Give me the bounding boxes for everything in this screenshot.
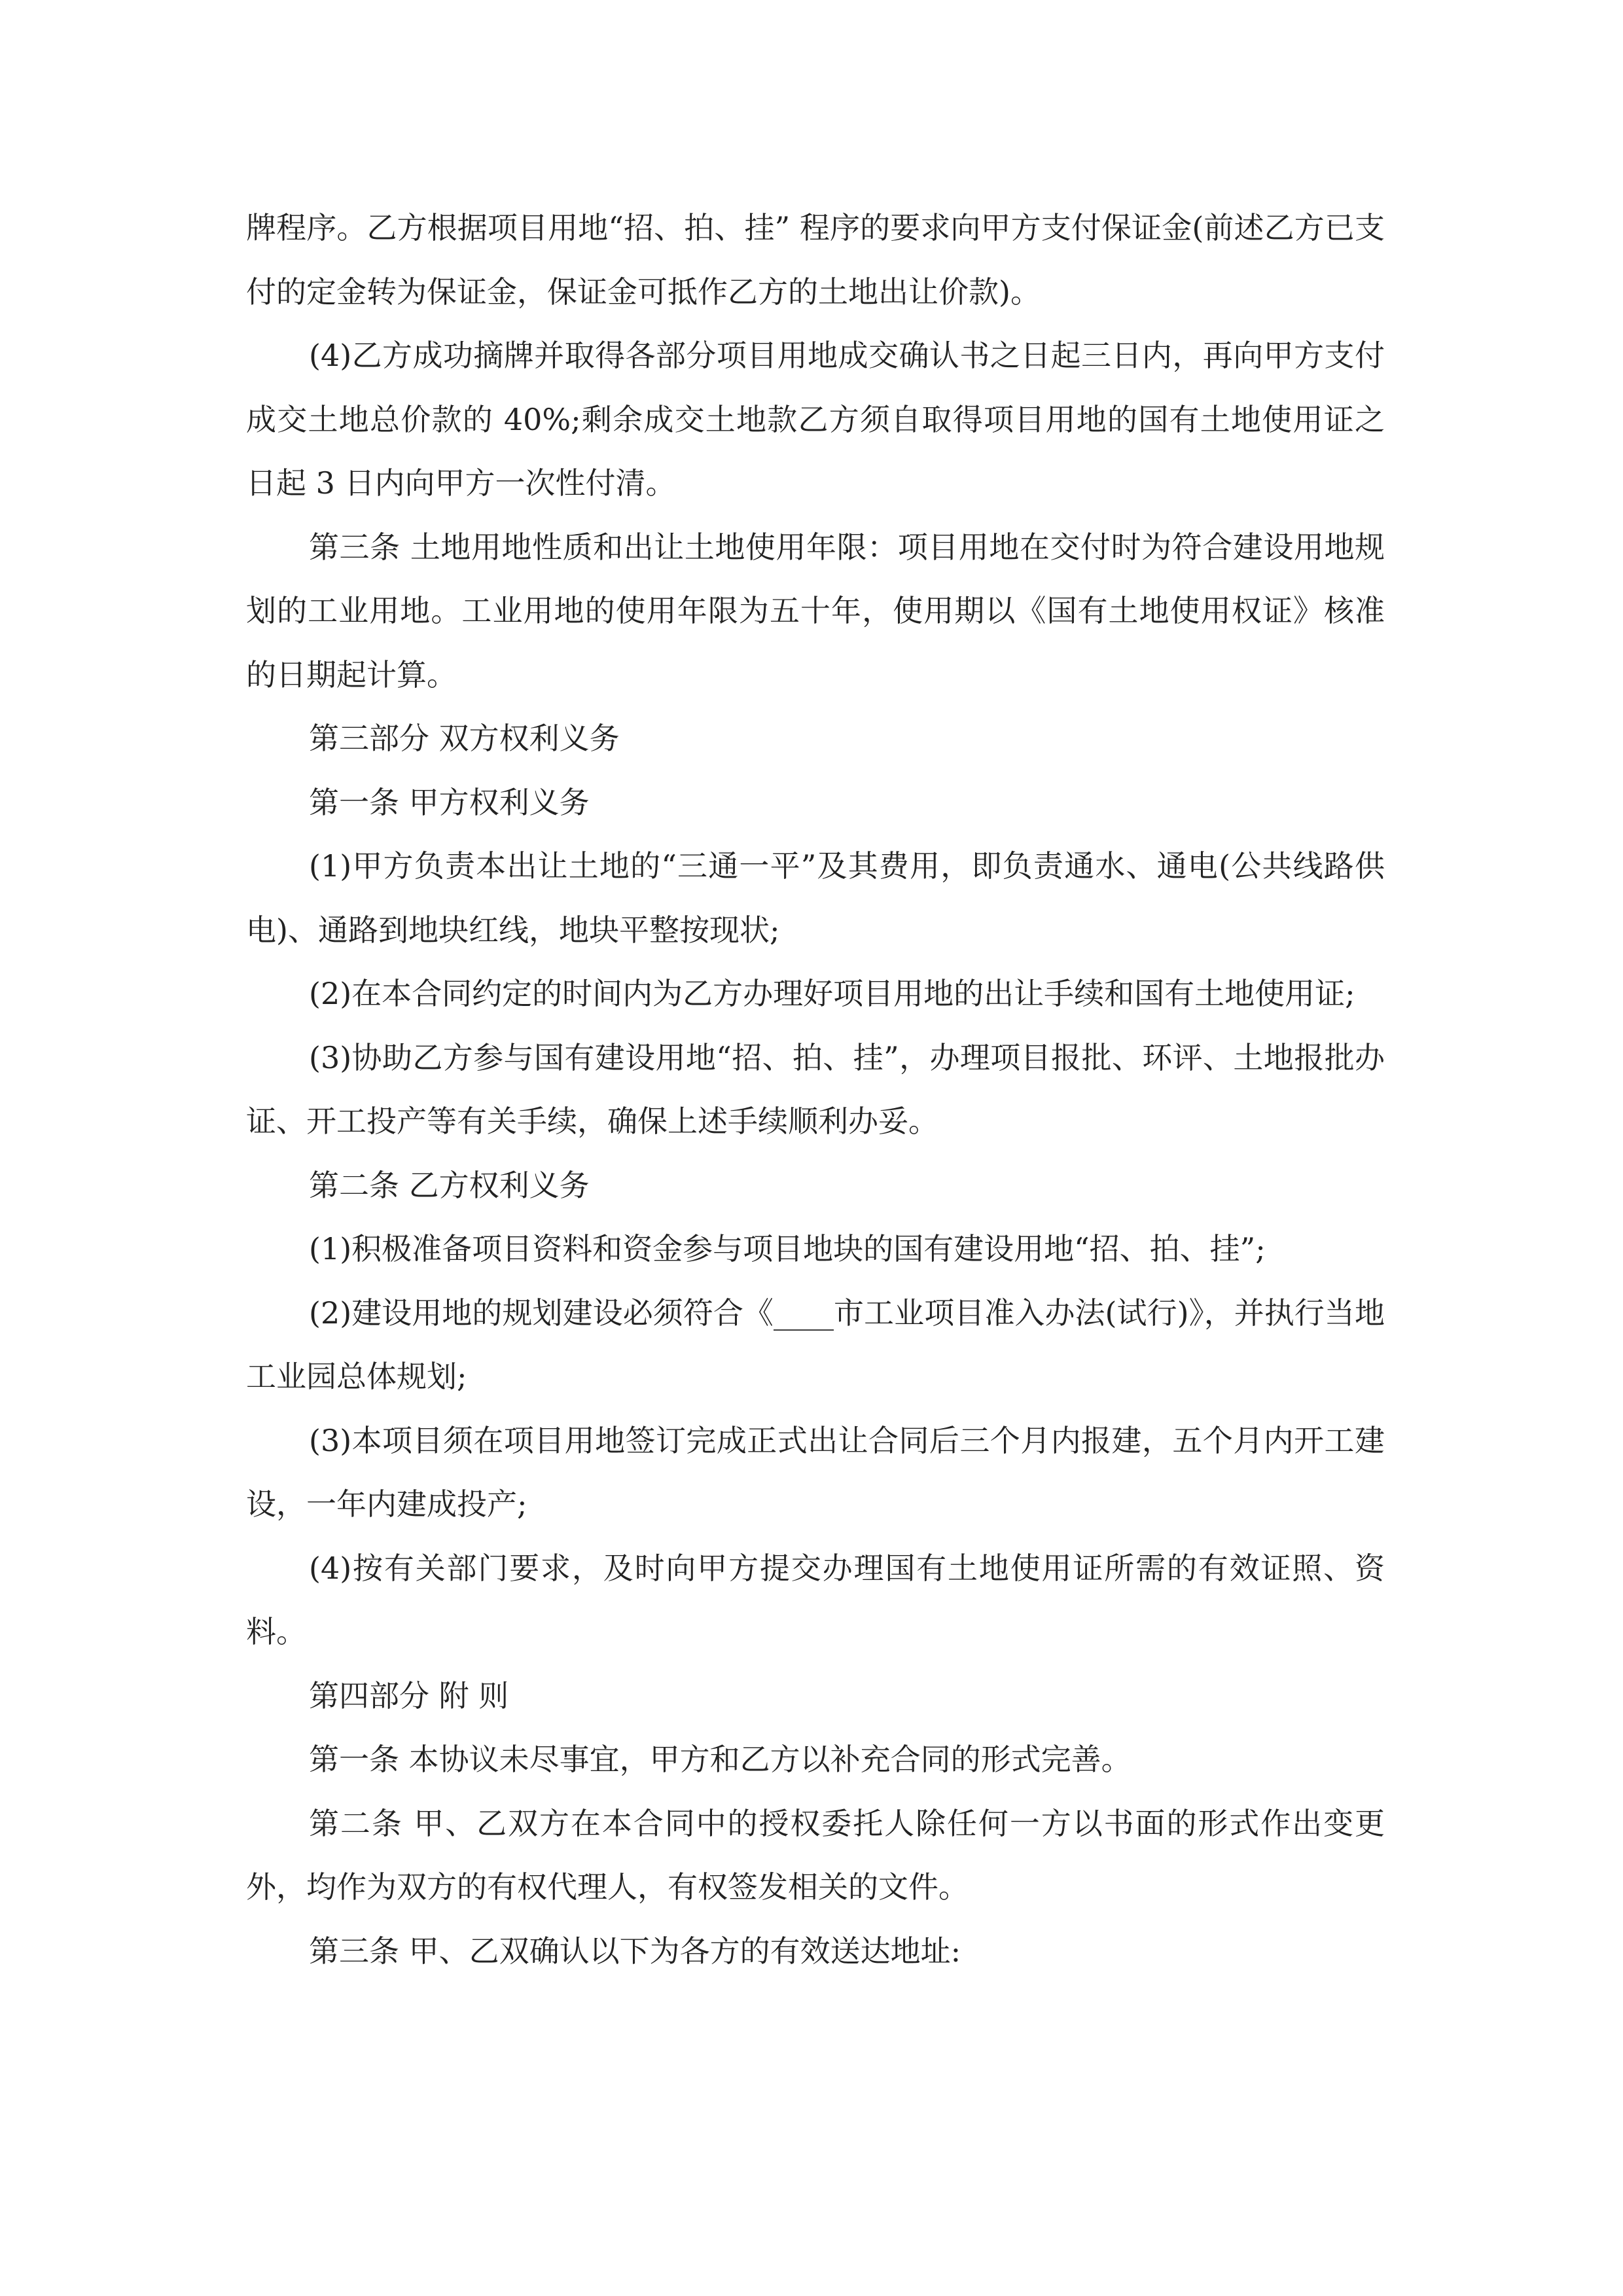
paragraph: 第三条 甲、乙双确认以下为各方的有效送达地址: [309,1933,961,1969]
paragraph: (4)乙方成功摘牌并取得各部分项目用地成交确认书之日起三日内，再向甲方支付成交土地总价款的 40%;剩余成交土地款乙方须自取得项目用地的国有土地使用证之日起 3 日内向甲方一次性付清。 [246,338,1385,501]
section-heading: 第四部分 附 则 [309,1677,509,1713]
document-body [246,196,1385,1983]
paragraph: 第一条 本协议未尽事宜，甲方和乙方以补充合同的形式完善。 [309,1742,1132,1777]
paragraph: (2)建设用地的规划建设必须符合《____市工业项目准入办法(试行)》，并执行当地工业园总体规划; [246,1295,1385,1394]
paragraph: 第二条 甲、乙双方在本合同中的授权委托人除任何一方以书面的形式作出变更外，均作为双方的有权代理人，有权签发相关的文件。 [246,1805,1385,1905]
article-heading: 第一条 甲方权利义务 [309,784,590,820]
paragraph: (2)在本合同约定的时间内为乙方办理好项目用地的出让手续和国有土地使用证; [309,976,1355,1011]
paragraph: (1)积极准备项目资料和资金参与项目地块的国有建设用地“招、拍、挂”; [309,1231,1266,1266]
article-heading: 第二条 乙方权利义务 [309,1167,590,1203]
paragraph: 第三条 土地用地性质和出让土地使用年限：项目用地在交付时为符合建设用地规划的工业用地。工业用地的使用年限为五十年，使用期以《国有土地使用权证》核准的日期起计算。 [246,529,1385,692]
paragraph: (1)甲方负责本出让土地的“三通一平”及其费用，即负责通水、通电(公共线路供电)、通路到地块红线，地块平整按现状; [246,848,1385,948]
paragraph: 牌程序。乙方根据项目用地“招、拍、挂” 程序的要求向甲方支付保证金(前述乙方已支付的定金转为保证金，保证金可抵作乙方的土地出让价款)。 [246,210,1385,310]
paragraph: (3)本项目须在项目用地签订完成正式出让合同后三个月内报建，五个月内开工建设，一年内建成投产; [246,1422,1385,1522]
section-heading: 第三部分 双方权利义务 [309,721,620,756]
paragraph: (4)按有关部门要求，及时向甲方提交办理国有土地使用证所需的有效证照、资料。 [246,1550,1385,1649]
paragraph: (3)协助乙方参与国有建设用地“招、拍、挂”，办理项目报批、环评、土地报批办证、开工投产等有关手续，确保上述手续顺利办妥。 [246,1039,1385,1139]
